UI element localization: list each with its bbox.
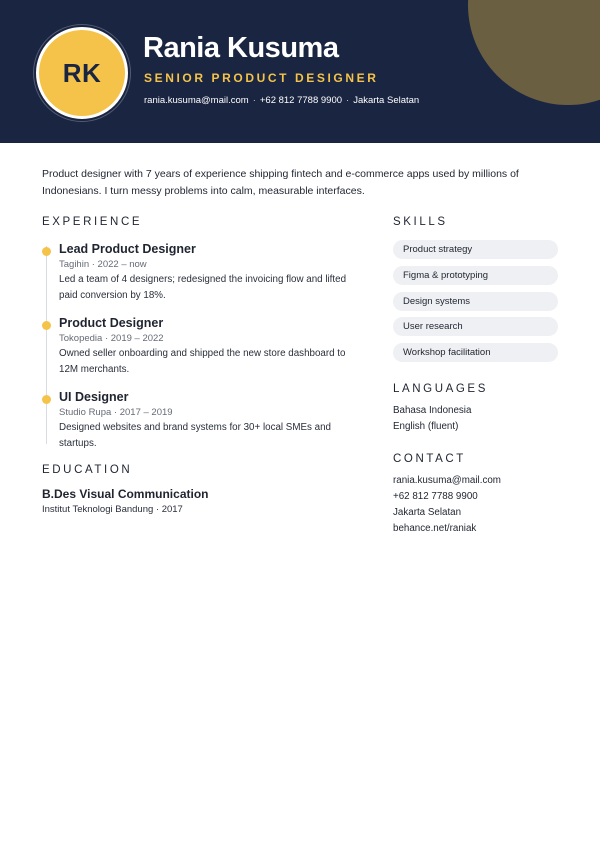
header-location: Jakarta Selatan [353,95,420,106]
separator: · [252,95,256,106]
job-meta: Tokopedia · 2019 – 2022 [59,333,164,344]
separator: · [346,95,350,106]
job-description: Owned seller onboarding and shipped the new store dashboard to 12M merchants. [59,348,346,375]
avatar [36,27,128,119]
header-email: rania.kusuma@mail.com [144,95,249,106]
decorative-circle [468,0,600,105]
experience-heading: EXPERIENCE [42,216,143,228]
job-title: Lead Product Designer [59,242,196,256]
contact-heading: CONTACT [393,453,466,465]
profile-summary: Product designer with 7 years of experience shipping fintech and e-commerce apps used by millions of Indonesians. I turn messy problems into calm, measurable interfaces. [42,168,519,197]
skill-chip: Product strategy [393,240,558,259]
skill-chip: Workshop facilitation [393,343,558,362]
education-degree: B.Des Visual Communication [42,487,209,501]
avatar-initials: RK [62,57,102,88]
contact-phone: +62 812 7788 9900 [393,491,478,502]
languages-heading: LANGUAGES [393,383,488,395]
job-title: UI Designer [59,390,129,404]
job-description: Led a team of 4 designers; redesigned the invoicing flow and lifted paid conversion by 18%. [59,274,347,301]
candidate-role: SENIOR PRODUCT DESIGNER [144,71,379,85]
job-meta: Studio Rupa · 2017 – 2019 [59,407,173,418]
job-title: Product Designer [59,316,164,330]
candidate-name: Rania Kusuma [143,32,339,64]
education-meta: Institut Teknologi Bandung · 2017 [42,504,183,515]
header-contact-line [144,96,419,106]
job-description: Designed websites and brand systems for 30+ local SMEs and startups. [59,422,332,449]
skill-chip: Design systems [393,292,558,311]
timeline-line [46,246,47,444]
contact-email: rania.kusuma@mail.com [393,475,501,486]
contact-portfolio-link: behance.net/raniak [393,523,477,534]
education-heading: EDUCATION [42,464,133,476]
header-phone: +62 812 7788 9900 [259,95,343,106]
job-meta: Tagihin · 2022 – now [59,259,147,270]
skills-heading: SKILLS [393,216,448,228]
skill-chip: User research [393,317,558,336]
timeline-dot [42,247,51,256]
skill-chip: Figma & prototyping [393,266,558,285]
timeline-dot [42,321,51,330]
contact-location: Jakarta Selatan [393,507,462,518]
resume-header [0,0,600,143]
language-item: Bahasa Indonesia [393,405,472,416]
timeline-dot [42,395,51,404]
language-item: English (fluent) [393,421,459,432]
